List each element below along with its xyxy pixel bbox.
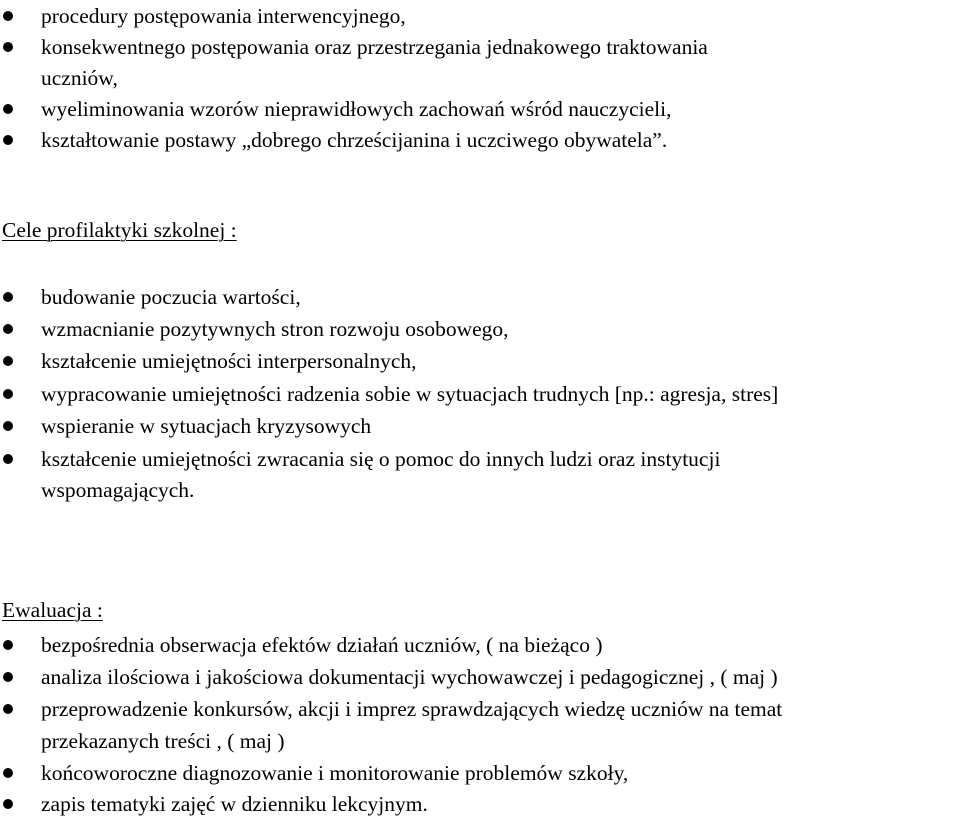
list-item-text: zapis tematyki zajęć w dzienniku lekcyjnym.	[41, 792, 428, 816]
list-item-text: uczniów,	[41, 66, 118, 90]
section-heading-evaluation: Ewaluacja :	[2, 598, 103, 622]
list-item-text: budowanie poczucia wartości,	[41, 285, 301, 309]
list-item-text: procedury postępowania interwencyjnego,	[41, 4, 406, 28]
list-item-continuation	[0, 725, 285, 757]
bullet-icon	[3, 104, 13, 114]
list-item-text: analiza ilościowa i jakościowa dokumentacji wychowawczej i pedagogicznej , ( maj )	[41, 665, 778, 689]
bullet-icon	[3, 389, 13, 399]
list-item-text: wzmacnianie pozytywnych stron rozwoju osobowego,	[41, 317, 509, 341]
list-item	[0, 124, 667, 156]
list-item-text: wspieranie w sytuacjach kryzysowych	[41, 414, 372, 438]
list-item	[0, 410, 371, 442]
list-item	[0, 313, 509, 345]
list-item-text: przeprowadzenie konkursów, akcji i imprez sprawdzających wiedzę uczniów na temat	[41, 697, 783, 721]
list-item	[0, 788, 428, 820]
list-item-text: kształcenie umiejętności zwracania się o pomoc do innych ludzi oraz instytucji	[41, 447, 721, 471]
bullet-icon	[3, 42, 13, 52]
list-item	[0, 378, 778, 410]
list-item	[0, 93, 671, 125]
list-item-text: końcoworoczne diagnozowanie i monitorowanie problemów szkoły,	[41, 761, 629, 785]
list-item-text: kształcenie umiejętności interpersonalnych,	[41, 349, 417, 373]
list-item	[0, 31, 708, 63]
list-item-text: przekazanych treści , ( maj )	[41, 729, 285, 753]
list-item-text: wspomagających.	[41, 478, 195, 502]
list-item-text: wyeliminowania wzorów nieprawidłowych zachowań wśród nauczycieli,	[41, 97, 672, 121]
bullet-icon	[3, 292, 13, 302]
list-item-continuation	[0, 474, 194, 506]
list-item	[0, 0, 406, 32]
list-item-text: kształtowanie postawy „dobrego chrześcijanina i uczciwego obywatela”.	[41, 128, 668, 152]
bullet-icon	[3, 11, 13, 21]
bullet-icon	[3, 356, 13, 366]
list-item	[0, 345, 417, 377]
list-item	[0, 443, 720, 475]
bullet-icon	[3, 672, 13, 682]
bullet-icon	[3, 704, 13, 714]
bullet-icon	[3, 799, 13, 809]
list-item	[0, 629, 603, 661]
bullet-icon	[3, 324, 13, 334]
list-item-text: konsekwentnego postępowania oraz przestrzegania jednakowego traktowania	[41, 35, 708, 59]
list-item-text: wypracowanie umiejętności radzenia sobie w sytuacjach trudnych [np.: agresja, stres]	[41, 382, 779, 406]
list-item-continuation	[0, 62, 118, 94]
list-item	[0, 281, 301, 313]
list-item	[0, 661, 778, 693]
section-heading-goals: Cele profilaktyki szkolnej :	[2, 218, 237, 242]
list-item	[0, 757, 628, 789]
bullet-icon	[3, 454, 13, 464]
list-item	[0, 693, 782, 725]
list-item-text: bezpośrednia obserwacja efektów działań uczniów, ( na bieżąco )	[41, 633, 603, 657]
bullet-icon	[3, 640, 13, 650]
bullet-icon	[3, 135, 13, 145]
bullet-icon	[3, 421, 13, 431]
bullet-icon	[3, 768, 13, 778]
